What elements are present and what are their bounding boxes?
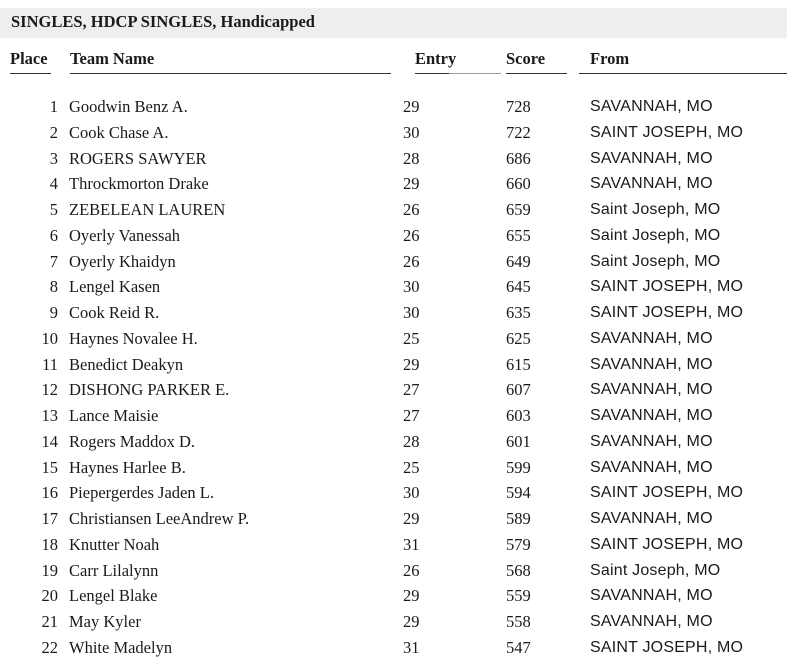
score-cell: 589 — [506, 509, 531, 528]
team-name-cell: Carr Lilalynn — [69, 560, 159, 580]
score-cell: 635 — [506, 303, 531, 322]
header-team-name-underline — [70, 73, 391, 74]
entry-cell: 29 — [403, 612, 420, 631]
entry-cell: 29 — [403, 97, 420, 116]
place-cell: 21 — [41, 612, 58, 631]
entry-cell: 25 — [403, 457, 420, 477]
score-cell: 728 — [506, 97, 531, 116]
score-cell: 559 — [506, 586, 531, 606]
entry-cell: 30 — [403, 483, 420, 503]
team-name-cell: Haynes Novalee H. — [69, 328, 198, 348]
from-cell: SAVANNAH, MO — [590, 458, 713, 476]
table-row — [0, 95, 787, 121]
entry-cell: 29 — [403, 174, 420, 194]
from-cell: SAINT JOSEPH, MO — [590, 304, 744, 321]
from-cell: Saint Joseph, MO — [590, 252, 721, 270]
team-name-cell: Piepergerdes Jaden L. — [69, 483, 214, 503]
table-row — [0, 301, 787, 327]
table-row — [0, 224, 787, 250]
from-cell: SAINT JOSEPH, MO — [590, 484, 744, 502]
team-name-cell: Oyerly Khaidyn — [69, 251, 176, 271]
score-cell: 660 — [506, 174, 531, 194]
table-row — [0, 533, 787, 559]
from-cell: SAINT JOSEPH, MO — [590, 535, 744, 553]
table-row — [0, 456, 787, 482]
team-name-cell: Haynes Harlee B. — [69, 457, 186, 477]
place-cell: 20 — [41, 586, 58, 606]
header-place-underline — [10, 73, 51, 74]
team-name-cell: Lengel Blake — [69, 586, 158, 606]
score-cell: 655 — [506, 225, 531, 245]
header-place: Place — [10, 49, 48, 68]
from-cell: Saint Joseph, MO — [590, 201, 721, 218]
entry-cell: 28 — [403, 431, 420, 451]
place-cell: 13 — [41, 406, 58, 425]
table-row — [0, 327, 787, 353]
from-cell: SAVANNAH, MO — [590, 613, 713, 630]
table-row — [0, 172, 787, 198]
score-cell: 607 — [506, 380, 531, 400]
from-cell: SAVANNAH, MO — [590, 407, 713, 424]
from-cell: Saint Joseph, MO — [590, 226, 721, 244]
score-cell: 603 — [506, 406, 531, 425]
entry-cell: 28 — [403, 148, 420, 168]
team-name-cell: Cook Reid R. — [69, 303, 160, 322]
table-row — [0, 147, 787, 173]
from-cell: SAINT JOSEPH, MO — [590, 278, 744, 296]
score-cell: 722 — [506, 122, 531, 142]
score-cell: 594 — [506, 483, 531, 503]
from-cell: SAINT JOSEPH, MO — [590, 123, 744, 141]
entry-cell: 26 — [403, 251, 420, 271]
entry-cell: 30 — [403, 303, 420, 322]
team-name-cell: May Kyler — [69, 612, 141, 631]
place-cell: 3 — [49, 148, 58, 168]
score-cell: 599 — [506, 457, 531, 477]
team-name-cell: Throckmorton Drake — [69, 174, 209, 194]
header-from-underline — [579, 73, 787, 74]
header-score: Score — [506, 49, 546, 68]
from-cell: SAVANNAH, MO — [590, 432, 713, 450]
header-from: From — [590, 49, 630, 68]
place-cell: 7 — [49, 251, 58, 271]
score-cell: 579 — [506, 534, 531, 554]
place-cell: 8 — [49, 277, 58, 297]
table-row — [0, 507, 787, 533]
entry-cell: 26 — [403, 200, 420, 219]
table-row — [0, 430, 787, 456]
header-score-underline — [506, 73, 567, 74]
table-row — [0, 559, 787, 585]
from-cell: SAINT JOSEPH, MO — [590, 638, 744, 656]
score-cell: 645 — [506, 277, 531, 297]
entry-cell: 30 — [403, 277, 420, 297]
team-name-cell: Christiansen LeeAndrew P. — [69, 509, 250, 528]
team-name-cell: Lance Maisie — [69, 406, 159, 425]
entry-cell: 31 — [403, 534, 420, 554]
table-row — [0, 275, 787, 301]
entry-cell: 25 — [403, 328, 420, 348]
from-cell: SAVANNAH, MO — [590, 149, 713, 167]
place-cell: 17 — [41, 509, 58, 528]
table-row — [0, 610, 787, 636]
place-cell: 5 — [49, 200, 58, 219]
from-cell: Saint Joseph, MO — [590, 561, 721, 579]
place-cell: 10 — [41, 328, 58, 348]
team-name-cell: Goodwin Benz A. — [69, 97, 188, 116]
team-name-cell: Rogers Maddox D. — [69, 431, 196, 451]
table-row — [0, 353, 787, 379]
table-row — [0, 198, 787, 224]
place-cell: 19 — [41, 560, 58, 580]
entry-cell: 26 — [403, 560, 420, 580]
table-row — [0, 121, 787, 147]
table-row — [0, 636, 787, 662]
header-entry: Entry — [415, 49, 457, 68]
entry-cell: 31 — [403, 637, 420, 657]
header-entry-underline — [415, 73, 449, 74]
score-cell: 558 — [506, 612, 531, 631]
from-cell: SAVANNAH, MO — [590, 587, 713, 605]
team-name-cell: Cook Chase A. — [69, 122, 169, 142]
team-name-cell: Lengel Kasen — [69, 277, 161, 297]
table-row — [0, 250, 787, 276]
place-cell: 4 — [49, 174, 58, 194]
entry-cell: 30 — [403, 122, 420, 142]
entry-cell: 27 — [403, 380, 420, 400]
team-name-cell: ROGERS SAWYER — [69, 148, 207, 168]
place-cell: 22 — [41, 637, 58, 657]
team-name-cell: White Madelyn — [69, 637, 173, 657]
from-cell: SAVANNAH, MO — [590, 98, 713, 115]
from-cell: SAVANNAH, MO — [590, 175, 713, 193]
place-cell: 1 — [49, 97, 58, 116]
results-table — [0, 95, 787, 662]
entry-cell: 29 — [403, 586, 420, 606]
from-cell: SAVANNAH, MO — [590, 329, 713, 347]
place-cell: 14 — [41, 431, 58, 451]
place-cell: 11 — [42, 354, 58, 374]
score-cell: 686 — [506, 148, 531, 168]
team-name-cell: ZEBELEAN LAUREN — [69, 200, 226, 219]
score-cell: 568 — [506, 560, 531, 580]
entry-cell: 27 — [403, 406, 420, 425]
page-title: SINGLES, HDCP SINGLES, Handicapped — [11, 12, 315, 31]
header-entry-underline-light — [449, 73, 501, 74]
score-cell: 649 — [506, 251, 531, 271]
place-cell: 15 — [41, 457, 58, 477]
entry-cell: 29 — [403, 509, 420, 528]
score-cell: 659 — [506, 200, 531, 219]
place-cell: 2 — [49, 122, 58, 142]
place-cell: 16 — [41, 483, 58, 503]
from-cell: SAVANNAH, MO — [590, 510, 713, 527]
score-cell: 625 — [506, 328, 531, 348]
place-cell: 12 — [41, 380, 58, 400]
team-name-cell: DISHONG PARKER E. — [69, 380, 230, 400]
score-cell: 601 — [506, 431, 531, 451]
place-cell: 9 — [49, 303, 58, 322]
from-cell: SAVANNAH, MO — [590, 381, 713, 399]
from-cell: SAVANNAH, MO — [590, 355, 713, 373]
table-row — [0, 404, 787, 430]
place-cell: 18 — [41, 534, 58, 554]
score-cell: 615 — [506, 354, 531, 374]
entry-cell: 26 — [403, 225, 420, 245]
table-row — [0, 481, 787, 507]
table-row — [0, 378, 787, 404]
team-name-cell: Knutter Noah — [69, 534, 160, 554]
score-cell: 547 — [506, 637, 531, 657]
place-cell: 6 — [49, 225, 58, 245]
header-team-name: Team Name — [70, 49, 155, 68]
team-name-cell: Oyerly Vanessah — [69, 225, 181, 245]
team-name-cell: Benedict Deakyn — [69, 354, 184, 374]
table-row — [0, 584, 787, 610]
entry-cell: 29 — [403, 354, 420, 374]
